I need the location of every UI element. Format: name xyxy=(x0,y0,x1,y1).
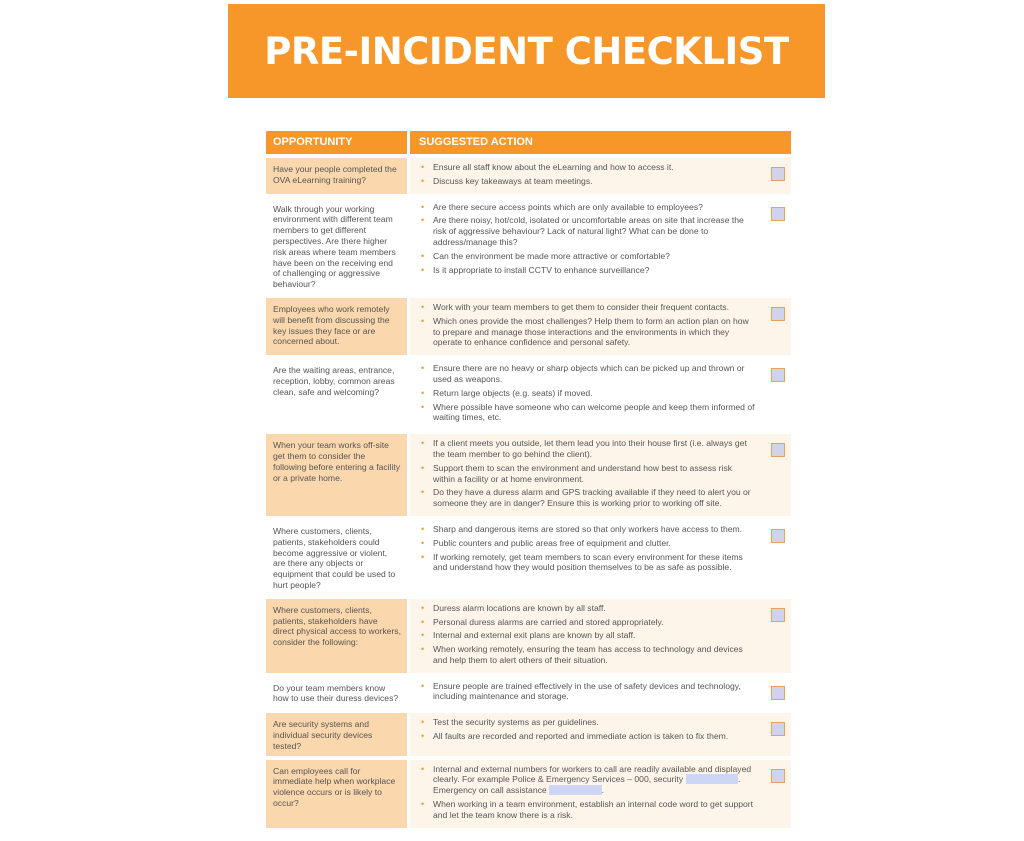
assist-text: Emergency on call assistance xyxy=(433,785,547,796)
table-row xyxy=(266,677,791,710)
action-item: • Support them to scan the environment and understand how best to assess risk within a facility or at home environment. xyxy=(419,463,755,485)
redacted-number xyxy=(549,785,602,795)
table-header xyxy=(266,131,791,154)
action-item: • Ensure people are trained effectively in the use of safety devices and technology, including maintenance and storage. xyxy=(419,681,755,703)
action-item: • When working remotely, ensuring the team has access to technology and devices and help them to alert others of their situation. xyxy=(419,644,755,666)
opportunity-cell: Where customers, clients, patients, stakeholders have direct physical access to workers, consider the following: xyxy=(266,599,407,673)
action-item: • Discuss key takeaways at team meetings. xyxy=(419,176,755,187)
action-item: • Do they have a duress alarm and GPS tracking available if they need to alert you or someone they are in danger? Ensure this is working prior to working off site. xyxy=(419,487,755,509)
action-header: SUGGESTED ACTION xyxy=(410,131,791,154)
action-item: • Return large objects (e.g. seats) if moved. xyxy=(419,388,755,399)
action-cell xyxy=(410,298,791,355)
action-item: • Public counters and public areas free of equipment and clutter. xyxy=(419,538,755,549)
action-cell xyxy=(410,677,791,710)
action-cell xyxy=(410,760,791,828)
action-item: • Sharp and dangerous items are stored so that only workers have access to them. xyxy=(419,524,755,535)
checkbox[interactable] xyxy=(771,686,785,700)
action-item: • Where possible have someone who can welcome people and keep them informed of waiting times, etc. xyxy=(419,402,755,424)
checkbox[interactable] xyxy=(771,722,785,736)
checkbox[interactable] xyxy=(771,608,785,622)
action-item: • Is it appropriate to install CCTV to enhance surveillance? xyxy=(419,265,755,276)
table-row xyxy=(266,198,791,294)
page-title: PRE-INCIDENT CHECKLIST xyxy=(264,29,789,73)
table-row xyxy=(266,520,791,595)
opportunity-cell: Can employees call for immediate help when workplace violence occurs or is likely to occur? xyxy=(266,760,407,828)
table-row xyxy=(266,434,791,516)
action-cell xyxy=(410,520,791,595)
action-cell xyxy=(410,713,791,755)
action-item: • Test the security systems as per guidelines. xyxy=(419,717,755,728)
table-row xyxy=(266,298,791,355)
table-row xyxy=(266,760,791,828)
action-item: • Can the environment be made more attractive or comfortable? xyxy=(419,251,755,262)
action-item: • If working remotely, get team members to scan every environment for these items and understand how they would position themselves to be as safe as possible. xyxy=(419,552,755,574)
action-item: • Are there secure access points which are only available to employees? xyxy=(419,202,755,213)
action-item: • Duress alarm locations are known by all staff. xyxy=(419,603,755,614)
table-row xyxy=(266,713,791,755)
checkbox[interactable] xyxy=(771,443,785,457)
action-item: • Internal and external exit plans are known by all staff. xyxy=(419,630,755,641)
opportunity-cell: Walk through your working environment with different team members to get different perspectives. Are there higher risk areas where team members have been on the receiving end of challenging or aggressive behaviour? xyxy=(266,198,407,294)
checklist-table xyxy=(266,131,791,832)
checkbox[interactable] xyxy=(771,167,785,181)
redacted-number xyxy=(686,774,739,784)
action-item: • Internal and external numbers for workers to call are readily available and displayed clearly. For example Police & Emergency Services – 000, security . Emergency on call assistance . xyxy=(419,764,755,796)
checkbox[interactable] xyxy=(771,769,785,783)
opportunity-cell: Have your people completed the OVA eLearning training? xyxy=(266,158,407,194)
checkbox[interactable] xyxy=(771,307,785,321)
table-row xyxy=(266,599,791,673)
action-item: • Are there noisy, hot/cold, isolated or uncomfortable areas on site that increase the risk of aggressive behaviour? Lack of natural light? What can be done to address/manage this? xyxy=(419,215,755,247)
action-item: • Ensure all staff know about the eLearning and how to access it. xyxy=(419,162,755,173)
opportunity-cell: Employees who work remotely will benefit from discussing the key issues they face or are concerned about. xyxy=(266,298,407,355)
action-cell xyxy=(410,599,791,673)
opportunity-cell: Are the waiting areas, entrance, reception, lobby, common areas clean, safe and welcoming? xyxy=(266,359,407,430)
opportunity-header: OPPORTUNITY xyxy=(266,131,407,154)
action-cell xyxy=(410,198,791,294)
action-cell xyxy=(410,359,791,430)
action-text: Internal and external numbers for workers to call are readily available and displayed clearly. For example Police & Emergency Services – 000, security xyxy=(433,763,752,785)
opportunity-cell: When your team works off-site get them to consider the following before entering a facility or a private home. xyxy=(266,434,407,516)
action-cell xyxy=(410,158,791,194)
checkbox[interactable] xyxy=(771,529,785,543)
opportunity-cell: Do your team members know how to use their duress devices? xyxy=(266,677,407,710)
action-item: • All faults are recorded and reported and immediate action is taken to fix them. xyxy=(419,731,755,742)
opportunity-cell: Where customers, clients, patients, stakeholders could become aggressive or violent, are there any objects or equipment that could be used to hurt people? xyxy=(266,520,407,595)
action-item: • If a client meets you outside, let them lead you into their house first (i.e. always get the team member to go behind the client). xyxy=(419,438,755,460)
action-item: • Which ones provide the most challenges? Help them to form an action plan on how to prepare and manage those interactions and the environments in which they operate to enhance confidence and personal safety. xyxy=(419,316,755,348)
title-banner xyxy=(228,4,825,98)
table-row xyxy=(266,158,791,194)
action-item: • Work with your team members to get them to consider their frequent contacts. xyxy=(419,302,755,313)
table-row xyxy=(266,359,791,430)
checkbox[interactable] xyxy=(771,368,785,382)
opportunity-cell: Are security systems and individual security devices tested? xyxy=(266,713,407,755)
action-item: • Personal duress alarms are carried and stored appropriately. xyxy=(419,617,755,628)
action-item: • When working in a team environment, establish an internal code word to get support and let the team know there is a risk. xyxy=(419,799,755,821)
action-cell xyxy=(410,434,791,516)
checkbox[interactable] xyxy=(771,207,785,221)
action-item: • Ensure there are no heavy or sharp objects which can be picked up and thrown or used as weapons. xyxy=(419,363,755,385)
